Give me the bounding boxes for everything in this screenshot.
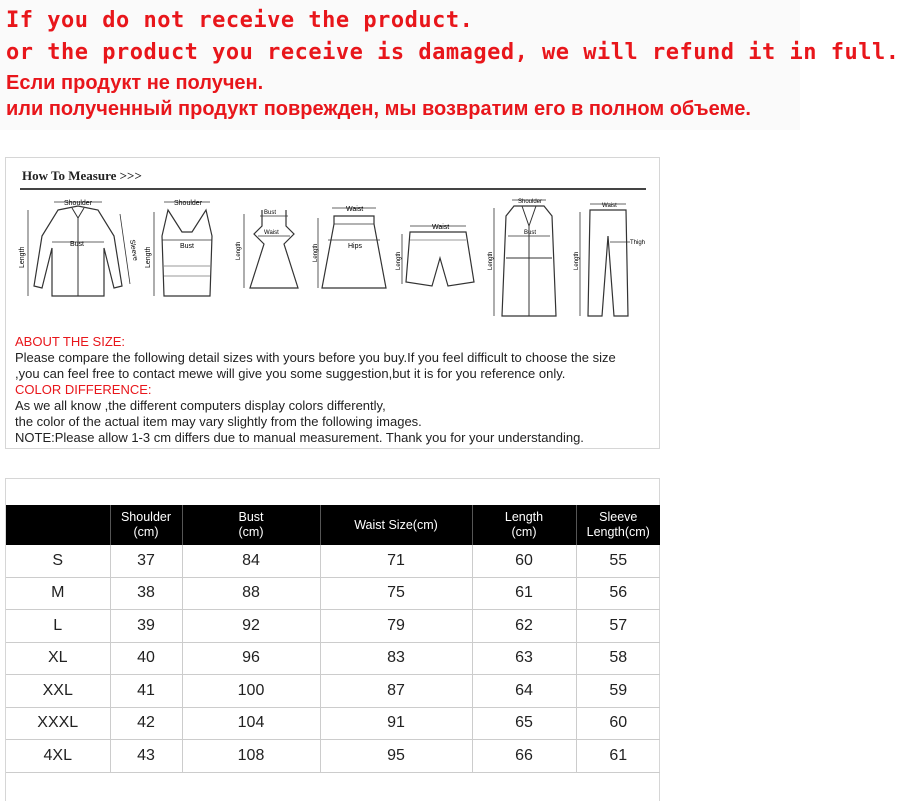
header-sleeve: Sleeve Length(cm): [576, 505, 660, 545]
shoulder-cell: 39: [110, 610, 182, 643]
dress-figure: [234, 196, 314, 306]
header-shoulder: Shoulder (cm): [110, 505, 182, 545]
thigh-label: Thigh: [630, 240, 646, 246]
bust-label: Bust: [70, 241, 85, 248]
table-row: [6, 740, 660, 773]
size-cell: XXXL: [6, 707, 110, 740]
waist-cell: 95: [320, 740, 472, 773]
about-size-heading: ABOUT THE SIZE:: [15, 334, 126, 349]
banner-en-line-1: If you do not receive the product.: [6, 8, 474, 33]
table-row: [6, 675, 660, 708]
measurement-note: NOTE:Please allow 1-3 cm differs due to manual measurement. Thank you for your understanding.: [15, 430, 584, 445]
about-size-text: [15, 334, 655, 446]
skirt-figure: [314, 196, 394, 306]
color-difference-heading: COLOR DIFFERENCE:: [15, 382, 152, 397]
bust-cell: 104: [182, 707, 320, 740]
length-cell: 62: [472, 610, 576, 643]
color-difference-line-2: the color of the actual item may vary slightly from the following images.: [15, 414, 422, 429]
table-row: [6, 610, 660, 643]
header-length: Length (cm): [472, 505, 576, 545]
table-row: [6, 642, 660, 675]
waist-cell: 79: [320, 610, 472, 643]
vest-figure: [142, 196, 232, 306]
measure-divider: [20, 188, 646, 190]
shoulder-cell: 42: [110, 707, 182, 740]
sleeve-cell: 58: [576, 642, 660, 675]
measure-title: How To Measure >>>: [22, 168, 142, 183]
hips-label: Hips: [348, 243, 363, 250]
size-cell: XXL: [6, 675, 110, 708]
waist-label: Waist: [346, 206, 364, 213]
length-label: Length: [236, 241, 242, 260]
shoulder-cell: 37: [110, 545, 182, 577]
length-cell: 64: [472, 675, 576, 708]
waist-label: Waist: [264, 230, 279, 236]
shoulder-cell: 38: [110, 577, 182, 610]
size-cell: L: [6, 610, 110, 643]
header-waist: Waist Size(cm): [320, 505, 472, 545]
waist-label: Waist: [602, 203, 617, 209]
bust-cell: 84: [182, 545, 320, 577]
length-label: Length: [145, 246, 152, 268]
waist-cell: 83: [320, 642, 472, 675]
about-size-line-1: Please compare the following detail sizes with yours before you buy.If you feel difficult to choose the size: [15, 350, 616, 365]
shoulder-label: Shoulder: [518, 199, 543, 205]
coat-figure: [486, 196, 572, 336]
bust-label: Bust: [524, 230, 537, 236]
length-cell: 61: [472, 577, 576, 610]
table-row: [6, 545, 660, 577]
sleeve-cell: 57: [576, 610, 660, 643]
size-table: [6, 505, 660, 773]
length-label: Length: [574, 251, 580, 270]
header-size: [6, 505, 110, 545]
header-bust: Bust (cm): [182, 505, 320, 545]
refund-banner: [0, 0, 899, 130]
length-label: Length: [488, 251, 494, 270]
sleeve-cell: 56: [576, 577, 660, 610]
waist-cell: 75: [320, 577, 472, 610]
waist-cell: 87: [320, 675, 472, 708]
size-table-header: [6, 505, 660, 545]
sleeve-cell: 61: [576, 740, 660, 773]
bust-label: Bust: [264, 210, 277, 216]
bust-label: Bust: [180, 243, 195, 250]
banner-ru-line-2: или полученный продукт поврежден, мы возвратим его в полном объеме.: [6, 98, 751, 120]
shoulder-label: Shoulder: [64, 200, 93, 207]
blouse-figure: [18, 196, 138, 306]
bust-cell: 92: [182, 610, 320, 643]
how-to-measure-panel: [5, 157, 660, 449]
bust-cell: 88: [182, 577, 320, 610]
waist-label: Waist: [432, 224, 450, 231]
banner-en-line-2: or the product you receive is damaged, we will refund it in full.: [6, 40, 899, 65]
size-cell: M: [6, 577, 110, 610]
waist-cell: 71: [320, 545, 472, 577]
bust-cell: 100: [182, 675, 320, 708]
color-difference-line-1: As we all know ,the different computers display colors differently,: [15, 398, 386, 413]
sleeve-cell: 55: [576, 545, 660, 577]
trousers-figure: [574, 196, 648, 336]
sleeve-cell: 60: [576, 707, 660, 740]
sleeve-cell: 59: [576, 675, 660, 708]
length-label: Length: [396, 251, 402, 270]
length-label: Length: [313, 243, 319, 262]
measurement-figures: [18, 196, 648, 331]
size-cell: XL: [6, 642, 110, 675]
sleeve-label: Sleeve: [128, 239, 139, 262]
waist-cell: 91: [320, 707, 472, 740]
banner-ru-line-1: Если продукт не получен.: [6, 72, 264, 94]
shorts-figure: [396, 196, 482, 306]
length-cell: 63: [472, 642, 576, 675]
bust-cell: 108: [182, 740, 320, 773]
size-chart: [5, 478, 660, 801]
about-size-line-2: ,you can feel free to contact mewe will give you some suggestion,but it is for you reference only.: [15, 366, 566, 381]
length-cell: 66: [472, 740, 576, 773]
size-cell: 4XL: [6, 740, 110, 773]
table-row: [6, 707, 660, 740]
length-cell: 60: [472, 545, 576, 577]
shoulder-label: Shoulder: [174, 200, 203, 207]
length-label: Length: [19, 246, 26, 268]
shoulder-cell: 40: [110, 642, 182, 675]
shoulder-cell: 43: [110, 740, 182, 773]
length-cell: 65: [472, 707, 576, 740]
bust-cell: 96: [182, 642, 320, 675]
shoulder-cell: 41: [110, 675, 182, 708]
table-row: [6, 577, 660, 610]
size-cell: S: [6, 545, 110, 577]
